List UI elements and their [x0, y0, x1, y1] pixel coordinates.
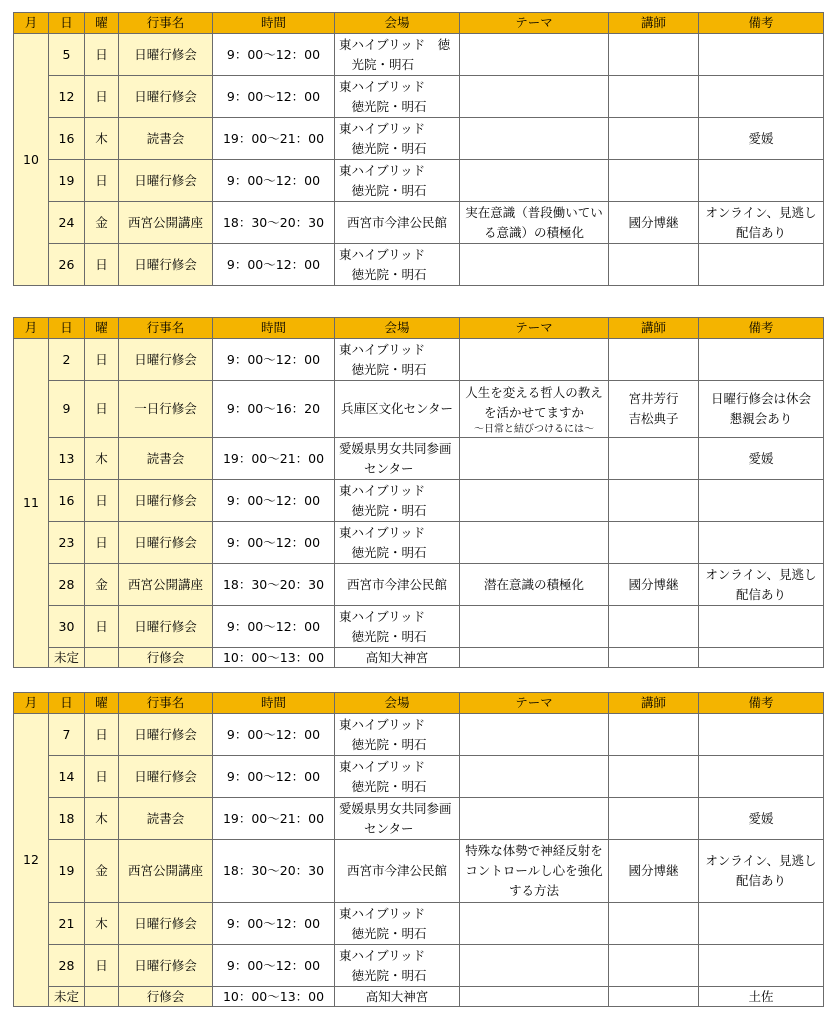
theme-cell	[460, 381, 609, 438]
event-cell: 読書会	[119, 438, 213, 480]
table-row	[14, 118, 824, 160]
lecturer-cell	[609, 339, 699, 381]
header-time: 時間	[213, 318, 335, 339]
table-row	[14, 798, 824, 840]
theme-cell: 特殊な体勢で神経反射を コントロールし心を強化 する方法	[460, 840, 609, 903]
header-time: 時間	[213, 13, 335, 34]
day-cell: 23	[49, 522, 85, 564]
theme-cell	[460, 945, 609, 987]
header-day: 日	[49, 318, 85, 339]
month-cell: 10	[14, 34, 49, 286]
lecturer-cell: 國分博継	[609, 202, 699, 244]
venue-cell: 東ハイブリッド 徳光院・明石	[335, 339, 460, 381]
header-weekday: 曜	[85, 13, 119, 34]
header-row	[14, 693, 824, 714]
weekday-cell	[85, 648, 119, 668]
theme-cell	[460, 76, 609, 118]
header-month: 月	[14, 318, 49, 339]
day-cell: 19	[49, 840, 85, 903]
day-cell: 18	[49, 798, 85, 840]
lecturer-cell	[609, 34, 699, 76]
venue-cell: 東ハイブリッド 徳光院・明石	[335, 76, 460, 118]
table-row	[14, 34, 824, 76]
time-cell: 9：00～12：00	[213, 339, 335, 381]
table-row	[14, 438, 824, 480]
note-cell	[699, 903, 824, 945]
time-cell: 9：00～12：00	[213, 34, 335, 76]
header-lecturer: 講師	[609, 318, 699, 339]
theme-cell	[460, 339, 609, 381]
time-cell: 19：00～21：00	[213, 798, 335, 840]
note-cell: オンライン、見逃し 配信あり	[699, 564, 824, 606]
theme-cell: 実在意識（普段働いてい る意識）の積極化	[460, 202, 609, 244]
day-cell: 13	[49, 438, 85, 480]
note-cell: オンライン、見逃し 配信あり	[699, 202, 824, 244]
event-cell: 西宮公開講座	[119, 202, 213, 244]
time-cell: 9：00～12：00	[213, 945, 335, 987]
venue-cell: 東ハイブリッド 徳光院・明石	[335, 903, 460, 945]
weekday-cell: 日	[85, 381, 119, 438]
venue-cell: 西宮市今津公民館	[335, 564, 460, 606]
header-venue: 会場	[335, 318, 460, 339]
weekday-cell: 木	[85, 118, 119, 160]
lecturer-cell: 國分博継	[609, 840, 699, 903]
time-cell: 19：00～21：00	[213, 118, 335, 160]
lecturer-cell: 宮井芳行 吉松典子	[609, 381, 699, 438]
venue-cell: 愛媛県男女共同参画 センター	[335, 798, 460, 840]
schedule-table-october	[13, 12, 824, 286]
note-cell: 愛媛	[699, 438, 824, 480]
lecturer-cell	[609, 756, 699, 798]
theme-cell	[460, 903, 609, 945]
note-cell: 日曜行修会は休会 懇親会あり	[699, 381, 824, 438]
weekday-cell: 日	[85, 76, 119, 118]
table-row	[14, 714, 824, 756]
theme-cell	[460, 438, 609, 480]
venue-cell: 東ハイブリッド 徳光院・明石	[335, 756, 460, 798]
weekday-cell: 日	[85, 522, 119, 564]
note-cell	[699, 648, 824, 668]
event-cell: 日曜行修会	[119, 34, 213, 76]
theme-cell	[460, 756, 609, 798]
lecturer-cell	[609, 714, 699, 756]
header-day: 日	[49, 13, 85, 34]
event-cell: 読書会	[119, 118, 213, 160]
lecturer-cell	[609, 160, 699, 202]
header-row	[14, 318, 824, 339]
day-cell: 19	[49, 160, 85, 202]
table-row	[14, 339, 824, 381]
header-day: 日	[49, 693, 85, 714]
venue-cell: 東ハイブリッド 徳光院・明石	[335, 714, 460, 756]
day-cell: 未定	[49, 987, 85, 1007]
month-cell: 11	[14, 339, 49, 668]
schedule-table-december	[13, 692, 824, 1007]
header-venue: 会場	[335, 13, 460, 34]
header-month: 月	[14, 13, 49, 34]
venue-cell: 東ハイブリッド 徳光院・明石	[335, 945, 460, 987]
time-cell: 9：00～12：00	[213, 160, 335, 202]
venue-cell: 東ハイブリッド 徳光院・明石	[335, 160, 460, 202]
day-cell: 28	[49, 564, 85, 606]
header-time: 時間	[213, 693, 335, 714]
table-row	[14, 564, 824, 606]
venue-cell: 愛媛県男女共同参画 センター	[335, 438, 460, 480]
venue-cell: 東ハイブリッド 徳光院・明石	[335, 480, 460, 522]
event-cell: 日曜行修会	[119, 480, 213, 522]
header-event: 行事名	[119, 318, 213, 339]
event-cell: 日曜行修会	[119, 903, 213, 945]
venue-cell: 高知大神宮	[335, 648, 460, 668]
weekday-cell: 金	[85, 564, 119, 606]
weekday-cell: 日	[85, 160, 119, 202]
header-venue: 会場	[335, 693, 460, 714]
theme-subtitle: ～日常と結びつけるには～	[474, 423, 594, 435]
weekday-cell: 日	[85, 714, 119, 756]
header-month: 月	[14, 693, 49, 714]
theme-cell: 潜在意識の積極化	[460, 564, 609, 606]
day-cell: 24	[49, 202, 85, 244]
table-row	[14, 903, 824, 945]
lecturer-cell	[609, 648, 699, 668]
table-row	[14, 945, 824, 987]
theme-cell	[460, 118, 609, 160]
venue-cell: 東ハイブリッド 徳光院・明石	[335, 244, 460, 286]
event-cell: 一日行修会	[119, 381, 213, 438]
time-cell: 9：00～12：00	[213, 714, 335, 756]
theme-main: 人生を変える哲人の教え を活かせてますか	[465, 384, 603, 420]
header-lecturer: 講師	[609, 13, 699, 34]
venue-cell: 東ハイブリッド 徳 光院・明石	[335, 34, 460, 76]
note-cell	[699, 756, 824, 798]
table-row	[14, 244, 824, 286]
day-cell: 未定	[49, 648, 85, 668]
event-cell: 行修会	[119, 648, 213, 668]
lecturer-cell	[609, 522, 699, 564]
day-cell: 28	[49, 945, 85, 987]
table-row	[14, 381, 824, 438]
time-cell: 19：00～21：00	[213, 438, 335, 480]
time-cell: 10：00～13：00	[213, 648, 335, 668]
event-cell: 日曜行修会	[119, 76, 213, 118]
lecturer-cell	[609, 438, 699, 480]
day-cell: 16	[49, 118, 85, 160]
weekday-cell: 日	[85, 339, 119, 381]
header-note: 備考	[699, 693, 824, 714]
time-cell: 9：00～12：00	[213, 756, 335, 798]
day-cell: 21	[49, 903, 85, 945]
weekday-cell	[85, 987, 119, 1007]
time-cell: 18：30～20：30	[213, 840, 335, 903]
weekday-cell: 木	[85, 903, 119, 945]
header-weekday: 曜	[85, 318, 119, 339]
table-row	[14, 756, 824, 798]
event-cell: 読書会	[119, 798, 213, 840]
header-row	[14, 13, 824, 34]
theme-cell	[460, 714, 609, 756]
venue-cell: 西宮市今津公民館	[335, 840, 460, 903]
note-cell	[699, 76, 824, 118]
day-cell: 9	[49, 381, 85, 438]
event-cell: 西宮公開講座	[119, 840, 213, 903]
header-theme: テーマ	[460, 318, 609, 339]
table-row	[14, 840, 824, 903]
note-cell	[699, 945, 824, 987]
lecturer-cell	[609, 945, 699, 987]
header-event: 行事名	[119, 13, 213, 34]
lecturer-cell	[609, 903, 699, 945]
table-row	[14, 606, 824, 648]
event-cell: 日曜行修会	[119, 160, 213, 202]
day-cell: 5	[49, 34, 85, 76]
day-cell: 26	[49, 244, 85, 286]
weekday-cell: 金	[85, 202, 119, 244]
venue-cell: 東ハイブリッド 徳光院・明石	[335, 522, 460, 564]
event-cell: 日曜行修会	[119, 339, 213, 381]
note-cell: 愛媛	[699, 118, 824, 160]
note-cell	[699, 34, 824, 76]
event-cell: 日曜行修会	[119, 945, 213, 987]
note-cell	[699, 480, 824, 522]
time-cell: 10：00～13：00	[213, 987, 335, 1007]
table-row	[14, 987, 824, 1007]
theme-cell	[460, 244, 609, 286]
day-cell: 2	[49, 339, 85, 381]
time-cell: 18：30～20：30	[213, 202, 335, 244]
day-cell: 7	[49, 714, 85, 756]
time-cell: 18：30～20：30	[213, 564, 335, 606]
note-cell	[699, 244, 824, 286]
schedule-table-november	[13, 317, 824, 668]
lecturer-cell	[609, 798, 699, 840]
note-cell	[699, 339, 824, 381]
lecturer-cell	[609, 606, 699, 648]
note-cell: 土佐	[699, 987, 824, 1007]
event-cell: 日曜行修会	[119, 714, 213, 756]
theme-cell	[460, 34, 609, 76]
theme-cell	[460, 648, 609, 668]
time-cell: 9：00～12：00	[213, 903, 335, 945]
day-cell: 16	[49, 480, 85, 522]
theme-cell	[460, 987, 609, 1007]
event-cell: 日曜行修会	[119, 522, 213, 564]
theme-cell	[460, 606, 609, 648]
theme-cell	[460, 480, 609, 522]
weekday-cell: 日	[85, 756, 119, 798]
weekday-cell: 日	[85, 244, 119, 286]
lecturer-cell	[609, 244, 699, 286]
weekday-cell: 日	[85, 606, 119, 648]
weekday-cell: 金	[85, 840, 119, 903]
theme-cell	[460, 160, 609, 202]
note-cell	[699, 714, 824, 756]
lecturer-cell: 國分博継	[609, 564, 699, 606]
table-row	[14, 76, 824, 118]
time-cell: 9：00～12：00	[213, 76, 335, 118]
weekday-cell: 日	[85, 34, 119, 76]
event-cell: 西宮公開講座	[119, 564, 213, 606]
table-row	[14, 160, 824, 202]
theme-cell	[460, 798, 609, 840]
header-note: 備考	[699, 13, 824, 34]
venue-cell: 東ハイブリッド 徳光院・明石	[335, 118, 460, 160]
venue-cell: 東ハイブリッド 徳光院・明石	[335, 606, 460, 648]
month-cell: 12	[14, 714, 49, 1007]
lecturer-cell	[609, 987, 699, 1007]
day-cell: 30	[49, 606, 85, 648]
table-row	[14, 480, 824, 522]
time-cell: 9：00～16：20	[213, 381, 335, 438]
event-cell: 行修会	[119, 987, 213, 1007]
time-cell: 9：00～12：00	[213, 522, 335, 564]
header-note: 備考	[699, 318, 824, 339]
venue-cell: 兵庫区文化センター	[335, 381, 460, 438]
weekday-cell: 木	[85, 798, 119, 840]
day-cell: 14	[49, 756, 85, 798]
note-cell	[699, 522, 824, 564]
time-cell: 9：00～12：00	[213, 244, 335, 286]
weekday-cell: 木	[85, 438, 119, 480]
header-event: 行事名	[119, 693, 213, 714]
lecturer-cell	[609, 480, 699, 522]
event-cell: 日曜行修会	[119, 244, 213, 286]
header-lecturer: 講師	[609, 693, 699, 714]
note-cell: オンライン、見逃し 配信あり	[699, 840, 824, 903]
time-cell: 9：00～12：00	[213, 480, 335, 522]
header-theme: テーマ	[460, 13, 609, 34]
note-cell	[699, 160, 824, 202]
weekday-cell: 日	[85, 945, 119, 987]
time-cell: 9：00～12：00	[213, 606, 335, 648]
note-cell: 愛媛	[699, 798, 824, 840]
event-cell: 日曜行修会	[119, 606, 213, 648]
theme-cell	[460, 522, 609, 564]
event-cell: 日曜行修会	[119, 756, 213, 798]
note-cell	[699, 606, 824, 648]
weekday-cell: 日	[85, 480, 119, 522]
venue-cell: 西宮市今津公民館	[335, 202, 460, 244]
lecturer-cell	[609, 118, 699, 160]
table-row	[14, 202, 824, 244]
table-row	[14, 648, 824, 668]
lecturer-cell	[609, 76, 699, 118]
header-weekday: 曜	[85, 693, 119, 714]
table-row	[14, 522, 824, 564]
header-theme: テーマ	[460, 693, 609, 714]
venue-cell: 高知大神宮	[335, 987, 460, 1007]
day-cell: 12	[49, 76, 85, 118]
